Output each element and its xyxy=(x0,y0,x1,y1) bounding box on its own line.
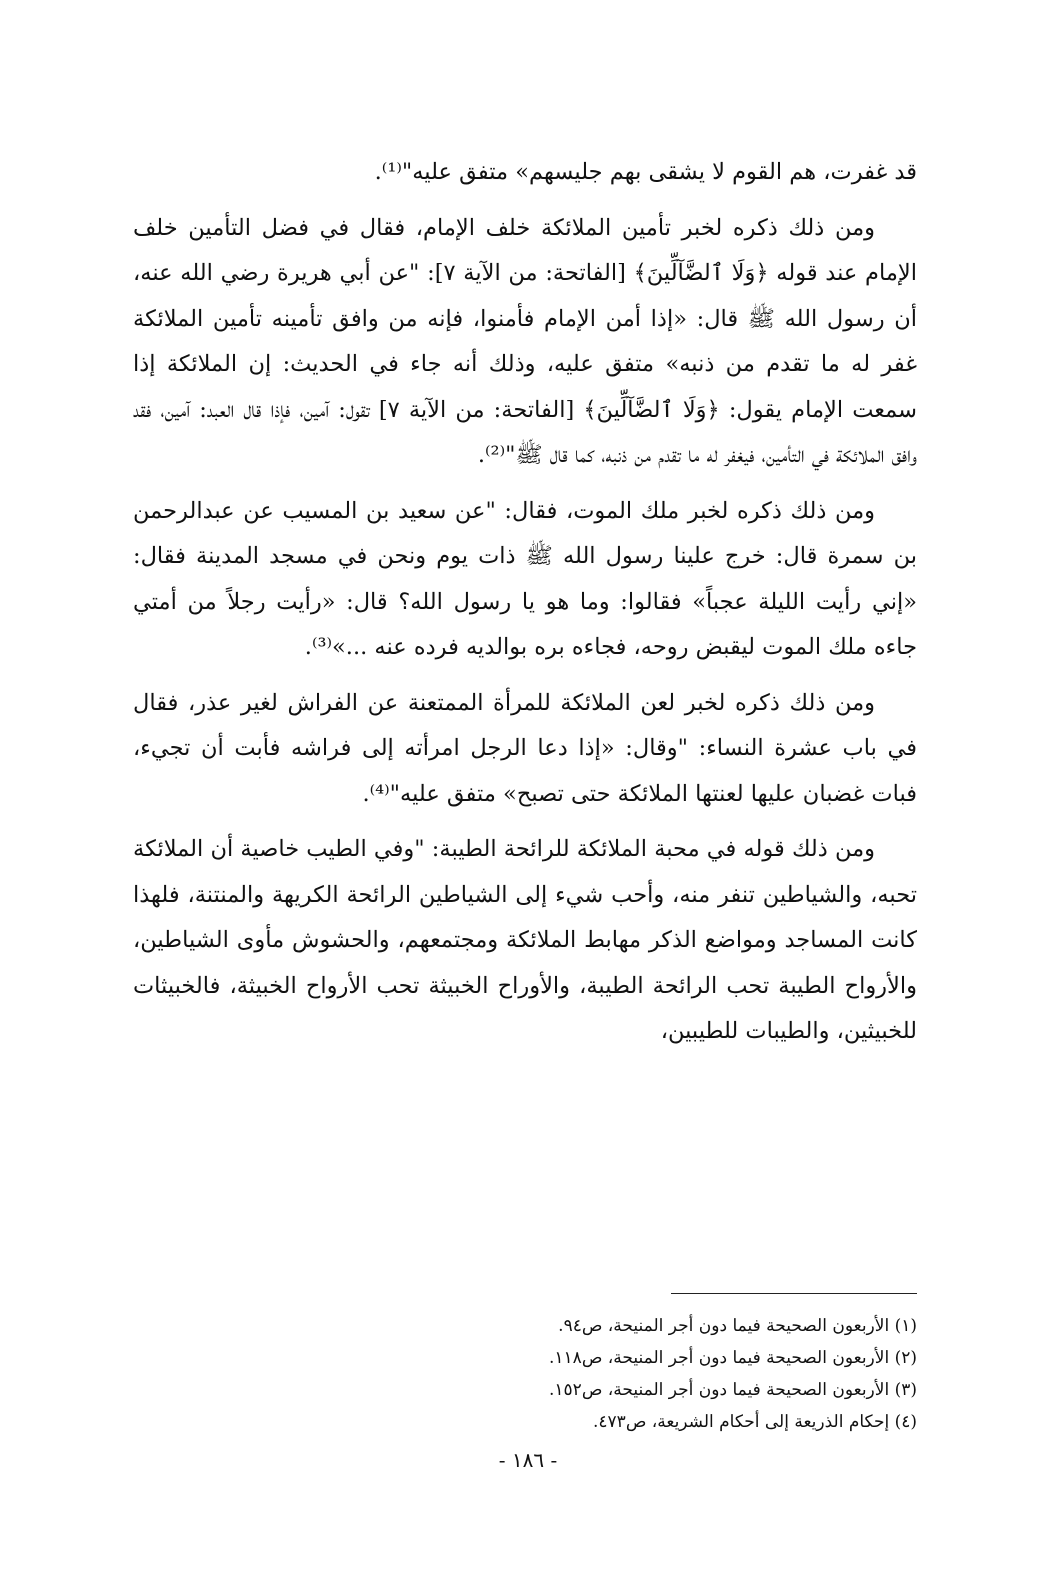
footnote-2: (٢) الأربعون الصحيحة فيما دون أجر المنيحة، ص١١٨. xyxy=(549,1348,917,1368)
footnote-4: (٤) إحكام الذريعة إلى أحكام الشريعة، ص٤٧٣. xyxy=(593,1412,917,1432)
footnote-1: (١) الأربعون الصحيحة فيما دون أجر المنيحة، ص٩٤. xyxy=(558,1316,917,1336)
paragraph-3: ومن ذلك ذكره لخبر ملك الموت، فقال: "عن سعيد بن المسيب عن عبدالرحمن بن سمرة قال: خرج علينا رسول الله ﷺ ذات يوم ونحن في مسجد المدينة فقال: «إني رأيت الليلة عجباً» فقالوا: وما هو يا رسول الله؟ قال: «رأيت رجلاً من أمتي جاءه ملك الموت ليقبض روحه، فجاءه بره بوالديه فرده عنه ...»⁽³⁾. xyxy=(133,497,917,660)
footnotes xyxy=(357,1310,917,1438)
paragraph-5: ومن ذلك قوله في محبة الملائكة للرائحة الطيبة: "وفي الطيب خاصية أن الملائكة تحبه، والشياطين تنفر منه، وأحب شيء إلى الشياطين الرائحة الكريهة والمنتنة، فلهذا كانت المساجد ومواضع الذكر مهابط الملائكة ومجتمعهم، والحشوش مأوى الشياطين، والأرواح الطيبة تحب الرائحة الطيبة، والأوراح الخبيثة تحب الأرواح الخبيثة، فالخبيثات للخبيثين، والطيبات للطيبين، xyxy=(133,836,917,1044)
footnote-3: (٣) الأربعون الصحيحة فيما دون أجر المنيحة، ص١٥٢. xyxy=(549,1380,917,1400)
footnote-divider xyxy=(671,1293,917,1294)
page-number: - ١٨٦ - xyxy=(498,1448,558,1472)
paragraph-1: قد غفرت، هم القوم لا يشقى بهم جليسهم» متفق عليه"⁽¹⁾. xyxy=(374,159,917,185)
paragraph-4: ومن ذلك ذكره لخبر لعن الملائكة للمرأة الممتعنة عن الفراش لغير عذر، فقال في باب عشرة النساء: "وقال: «إذا دعا الرجل امرأته إلى فراشه فأبت أن تجيء، فبات غضبان عليها لعنتها الملائكة حتى تصبح» متفق عليه"⁽⁴⁾. xyxy=(133,689,917,807)
paragraph-2: ومن ذلك ذكره لخبر تأمين الملائكة خلف الإمام، فقال في فضل التأمين خلف الإمام عند قوله ﴿وَلَا ٱلضَّآلِّينَ﴾ [الفاتحة: من الآية ٧]: "عن أبي هريرة رضي الله عنه، أن رسول الله ﷺ قال: «إذا أمن الإمام فأمنوا، فإنه من وافق تأمينه تأمين الملائكة غفر له ما تقدم من ذنبه» متفق عليه، وذلك أنه جاء في الحديث: إن الملائكة إذا سمعت الإمام يقول: ﴿وَلَا ٱلضَّآلِّينَ﴾ [الفاتحة: من الآية ٧] تقول: آمين، فإذا قال العبد: آمين، فقد وافق الملائكة في التأمين، فيغفر له ما تقدم من ذنبه، كما قال ﷺ"⁽²⁾. xyxy=(133,214,918,468)
main-text xyxy=(133,150,917,1065)
